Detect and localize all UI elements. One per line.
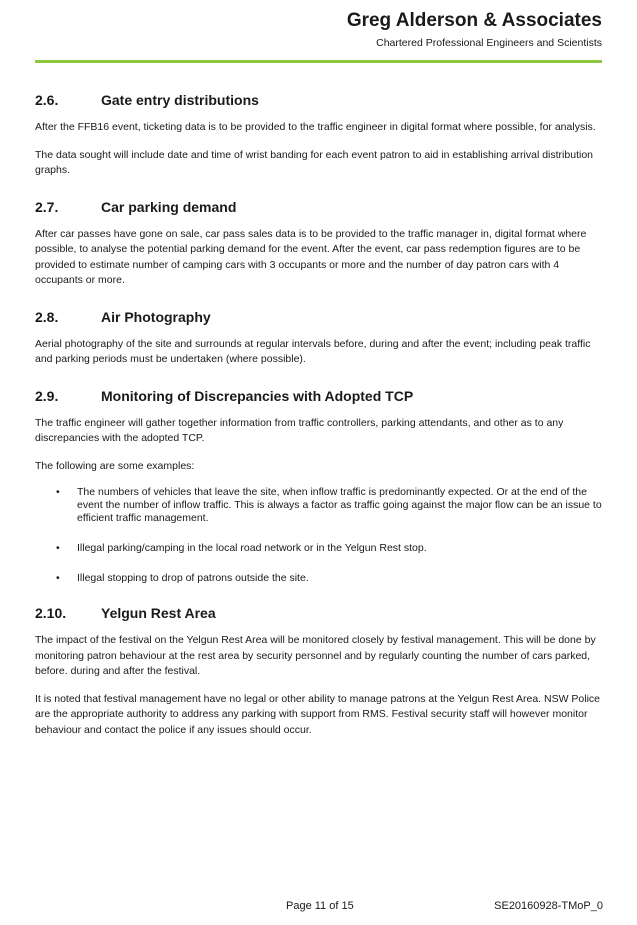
- section-car-parking: [35, 199, 602, 289]
- paragraph: After car passes have gone on sale, car pass sales data is to be provided to the traffic manager in, digital format where possible, to analyse the potential parking demand for the event. After the event, car pass redemption figures are to be provided to estimate number of camping cars with 3 occupants or more and the number of day patron cars with 4 occupants or more.: [35, 227, 587, 286]
- paragraph: It is noted that festival management have no legal or other ability to manage patrons at the Yelgun Rest Area. NSW Police are the appropriate authority to address any parking with support from RMS. Festival security staff will however monitor behaviour and contact the police if any issues should occur.: [35, 692, 601, 736]
- bullet-icon: •: [56, 572, 60, 584]
- list-item-text: Illegal stopping to drop of patrons outside the site.: [77, 572, 309, 584]
- paragraph: The data sought will include date and time of wrist banding for each event patron to aid in establishing arrival distribution graphs.: [35, 148, 593, 176]
- paragraph: The impact of the festival on the Yelgun Rest Area will be monitored closely by festival management. This will be done by monitoring patron behaviour at the rest area by security personnel and by regularly counting the number of cars parked, before. during and after the festival.: [35, 634, 596, 677]
- section-title: Gate entry distributions: [101, 92, 259, 108]
- company-tagline: Chartered Professional Engineers and Scientists: [376, 37, 602, 49]
- page-number: Page 11 of 15: [286, 900, 354, 912]
- document-body: [35, 92, 602, 758]
- section-air-photography: [35, 309, 602, 368]
- section-heading: [35, 605, 602, 621]
- bullet-icon: •: [56, 486, 60, 498]
- section-heading: [35, 309, 602, 325]
- paragraph: After the FFB16 event, ticketing data is to be provided to the traffic engineer in digital format where possible, for analysis.: [35, 121, 596, 133]
- section-title: Air Photography: [101, 308, 211, 325]
- section-heading: [35, 92, 602, 108]
- section-number: 2.8.: [35, 308, 59, 325]
- list-item: [35, 486, 602, 525]
- document-reference: SE20160928-TMoP_0: [494, 900, 603, 912]
- section-monitoring-discrepancies: [35, 388, 602, 586]
- section-number: 2.9.: [35, 387, 59, 404]
- section-heading: [35, 199, 602, 215]
- bullet-icon: •: [56, 542, 60, 554]
- examples-list: [35, 486, 602, 585]
- section-number: 2.6.: [35, 92, 59, 108]
- section-yelgun-rest-area: [35, 605, 602, 738]
- paragraph: The traffic engineer will gather together information from traffic controllers, parking attendants, and other as to any discrepancies with the adopted TCP.: [35, 416, 564, 444]
- paragraph: The following are some examples:: [35, 459, 195, 472]
- company-name: Greg Alderson & Associates: [346, 10, 602, 31]
- section-title: Monitoring of Discrepancies with Adopted TCP: [101, 387, 414, 404]
- section-number: 2.10.: [35, 605, 67, 621]
- section-gate-entry: [35, 92, 602, 179]
- section-number: 2.7.: [35, 198, 59, 215]
- section-title: Yelgun Rest Area: [101, 605, 216, 621]
- list-item-text: The numbers of vehicles that leave the site, when inflow traffic is predominantly expected. Or at the end of the event the number of inflow traffic. This is always a factor as traffic going against the major flow can be an issue to efficient traffic management.: [77, 486, 602, 524]
- list-item: [35, 542, 602, 555]
- header-divider: [35, 60, 602, 63]
- section-title: Car parking demand: [101, 198, 237, 215]
- list-item: [35, 572, 602, 585]
- section-heading: [35, 388, 602, 404]
- paragraph: Aerial photography of the site and surrounds at regular intervals before, during and after the event; including peak traffic and parking periods must be undertaken (where possible).: [35, 337, 591, 365]
- list-item-text: Illegal parking/camping in the local road network or in the Yelgun Rest stop.: [77, 542, 427, 554]
